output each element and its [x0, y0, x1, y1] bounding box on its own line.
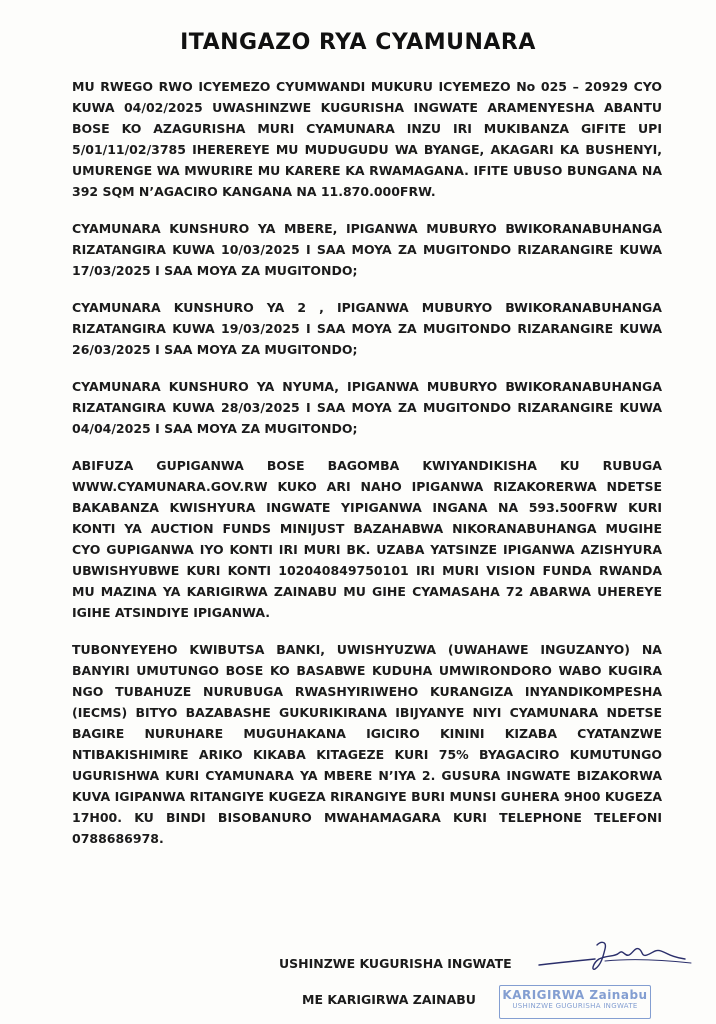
paragraph-notice: TUBONYEYEHO KWIBUTSA BANKI, UWISHYUZWA (UWAHAWE INGUZANYO) NA BANYIRI UMUTUNGO BOSE KO BASABWE KUDUHA UMWIRONDORO WABO KUGIRA NGO TUBAHUZE NURUBUGA RWASHYIRIWEHO KURANGIZA INYANDIKOMPESHA (IECMS) BITYO BAZABASHE GUKURIKIRANA IBIJYANYE NIYI CYAMUNARA NDETSE BAGIRE NURUHARE MUGUHAKANA IGICIRO KININI KIZABA CYATANZWE NTIBAKISHIMIRE ARIKO KIKABA KITAGEZE KURI 75% BYAGACIRO KUMUTUNGO UGURISHWA KURI CYAMUNARA YA MBERE N’IYA 2. GUSURA INGWATE BIZAKORWA KUVA IGIPANWA RITANGIYE KUGEZA RIRANGIYE BURI MUNSI GUHERA 9H00 KUGEZA 17H00. KU BINDI BISOBANURO MWAHAMAGARA KURI TELEPHONE TELEFONI 0788686978.	[72, 642, 662, 846]
paragraph-final-auction: CYAMUNARA KUNSHURO YA NYUMA, IPIGANWA MUBURYO BWIKORANABUHANGA RIZATANGIRA KUWA 28/03/2025 I SAA MOYA ZA MUGITONDO RIZARANGIRE KUWA 04/04/2025 I SAA MOYA ZA MUGITONDO;	[72, 379, 662, 436]
paragraph-intro: MU RWEGO RWO ICYEMEZO CYUMWANDI MUKURU ICYEMEZO No 025 – 20929 CYO KUWA 04/02/2025 UWASHINZWE KUGURISHA INGWATE ARAMENYESHA ABANTU BOSE KO AZAGURISHA MURI CYAMUNARA INZU IRI MUKIBANZA GIFITE UPI 5/01/11/02/3785 IHEREREYE MU MUDUGUDU WA BYANGE, AKAGARI KA BUSHENYI, UMURENGE WA MWURIRE MU KARERE KA RWAMAGANA. IFITE UBUSO BUNGANA NA 392 SQM N’AGACIRO KANGANA NA 11.870.000FRW.	[72, 79, 662, 199]
paragraph-first-auction: CYAMUNARA KUNSHURO YA MBERE, IPIGANWA MUBURYO BWIKORANABUHANGA RIZATANGIRA KUWA 10/03/2025 I SAA MOYA ZA MUGITONDO RIZARANGIRE KUWA 17/03/2025 I SAA MOYA ZA MUGITONDO;	[72, 221, 662, 278]
signature-image	[535, 935, 695, 975]
signoff-name: ME KARIGIRWA ZAINABU	[302, 992, 476, 1007]
document-title: ITANGAZO RYA CYAMUNARA	[180, 30, 536, 55]
paragraph-registration: ABIFUZA GUPIGANWA BOSE BAGOMBA KWIYANDIKISHA KU RUBUGA WWW.CYAMUNARA.GOV.RW KUKO ARI NAHO IPIGANWA RIZAKORERWA NDETSE BAKABANZA KWISHYURA INGWATE YIPIGANWA INGANA NA 593.500FRW KURI KONTI YA AUCTION FUNDS MINIJUST BAZAHABWA NIKORANABUHANGA MUGIHE CYO GUPIGANWA IYO KONTI IRI MURI BK. UZABA YATSINZE IPIGANWA AZISHYURA UBWISHYUBWE KURI KONTI 102040849750101 IRI MURI VISION FUNDA RWANDA MU MAZINA YA KARIGIRWA ZAINABU MU GIHE CYAMASAHA 72 ABARWA UHEREYE IGIHE ATSINDIYE IPIGANWA.	[72, 458, 662, 620]
paragraph-second-auction: CYAMUNARA KUNSHURO YA 2 , IPIGANWA MUBURYO BWIKORANABUHANGA RIZATANGIRA KUWA 19/03/2025 I SAA MOYA ZA MUGITONDO RIZARANGIRE KUWA 26/03/2025 I SAA MOYA ZA MUGITONDO;	[72, 300, 662, 357]
stamp-name: KARIGIRWA Zainabu	[502, 988, 648, 1002]
document-body	[72, 76, 662, 865]
official-stamp	[499, 985, 651, 1019]
signoff-role: USHINZWE KUGURISHA INGWATE	[279, 956, 512, 971]
stamp-role: USHINZWE GUGURISHA INGWATE	[512, 1002, 638, 1010]
